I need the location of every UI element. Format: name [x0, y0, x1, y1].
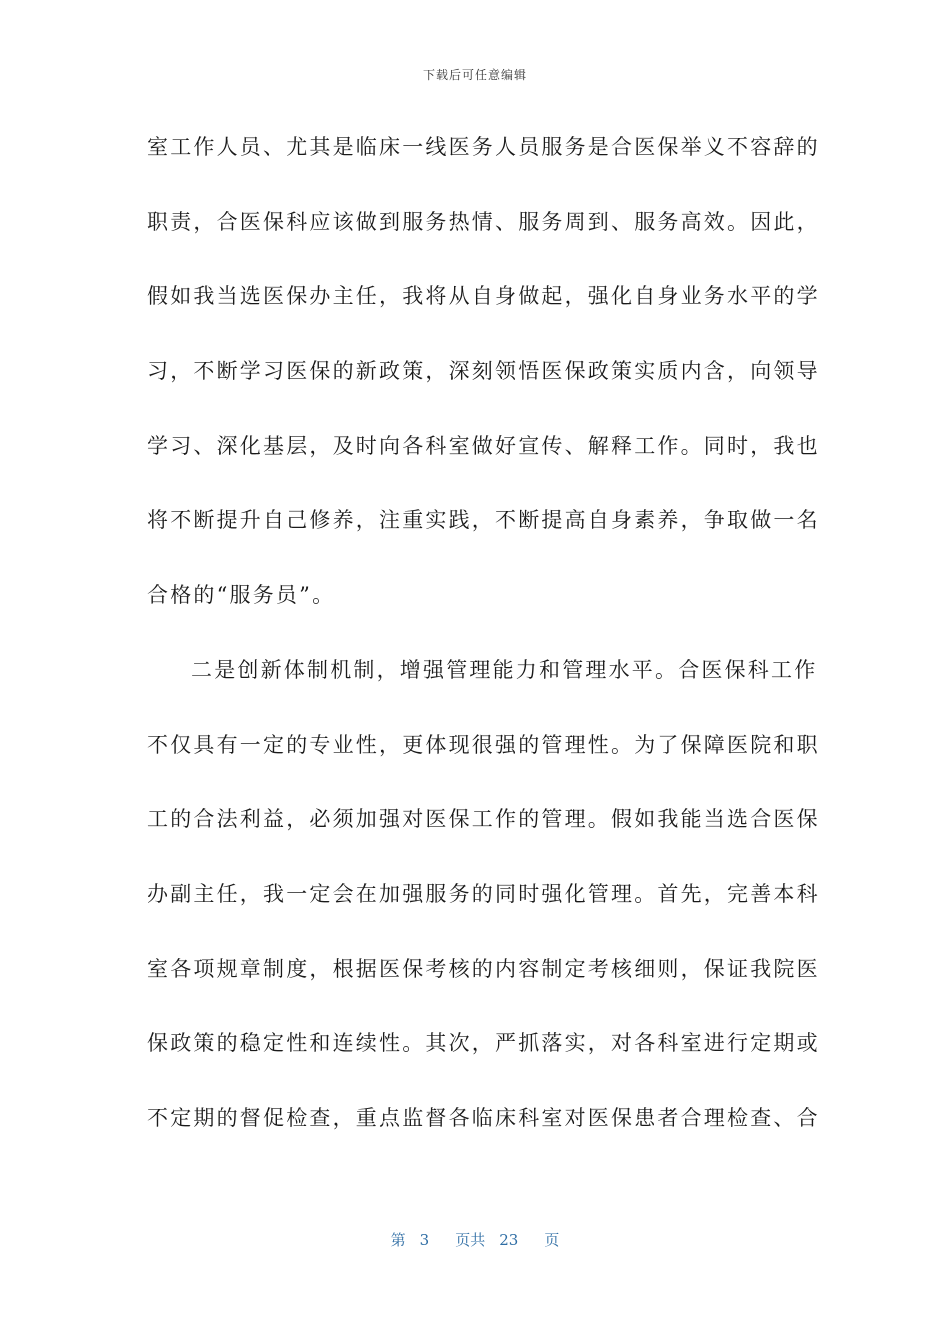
text-line: 工的合法利益，必须加强对医保工作的管理。假如我能当选合医保 [147, 807, 820, 832]
text-line: 室各项规章制度，根据医保考核的内容制定考核细则，保证我院医 [147, 956, 820, 981]
header-note: 下载后可任意编辑 [422, 68, 527, 82]
footer-suffix: 页 [544, 1231, 560, 1249]
text-line: 保政策的稳定性和连续性。其次，严抓落实，对各科室进行定期或 [147, 1031, 820, 1056]
text-line: 办副主任，我一定会在加强服务的同时强化管理。首先，完善本科 [147, 881, 820, 906]
text-line: 假如我当选医保办主任，我将从自身做起，强化自身业务水平的学 [147, 284, 820, 309]
text-line: 不定期的督促检查，重点监督各临床科室对医保患者合理检查、合 [147, 1105, 820, 1130]
text-line: 室工作人员、尤其是临床一线医务人员服务是合医保举义不容辞的 [147, 135, 820, 159]
footer-prefix: 第 [390, 1231, 406, 1249]
text-line: 将不断提升自己修养，注重实践，不断提高自身素养，争取做一名 [147, 508, 820, 533]
text-line: 不仅具有一定的专业性，更体现很强的管理性。为了保障医院和职 [147, 732, 820, 757]
current-page-number: 3 [419, 1231, 430, 1249]
page-footer [0, 1229, 950, 1250]
paragraph-start-line: 二是创新体制机制，增强管理能力和管理水平。合医保科工作 [191, 657, 818, 682]
document-body [147, 122, 820, 1168]
total-pages-number: 23 [499, 1231, 519, 1249]
text-line: 习，不断学习医保的新政策，深刻领悟医保政策实质内含，向领导 [147, 359, 820, 384]
text-line: 职责，合医保科应该做到服务热情、服务周到、服务高效。因此， [147, 209, 820, 234]
text-line: 学习、深化基层，及时向各科室做好宣传、解释工作。同时，我也 [147, 433, 820, 458]
text-line: 合格的“服务员”。 [147, 583, 336, 608]
footer-middle: 页共 [455, 1231, 486, 1249]
